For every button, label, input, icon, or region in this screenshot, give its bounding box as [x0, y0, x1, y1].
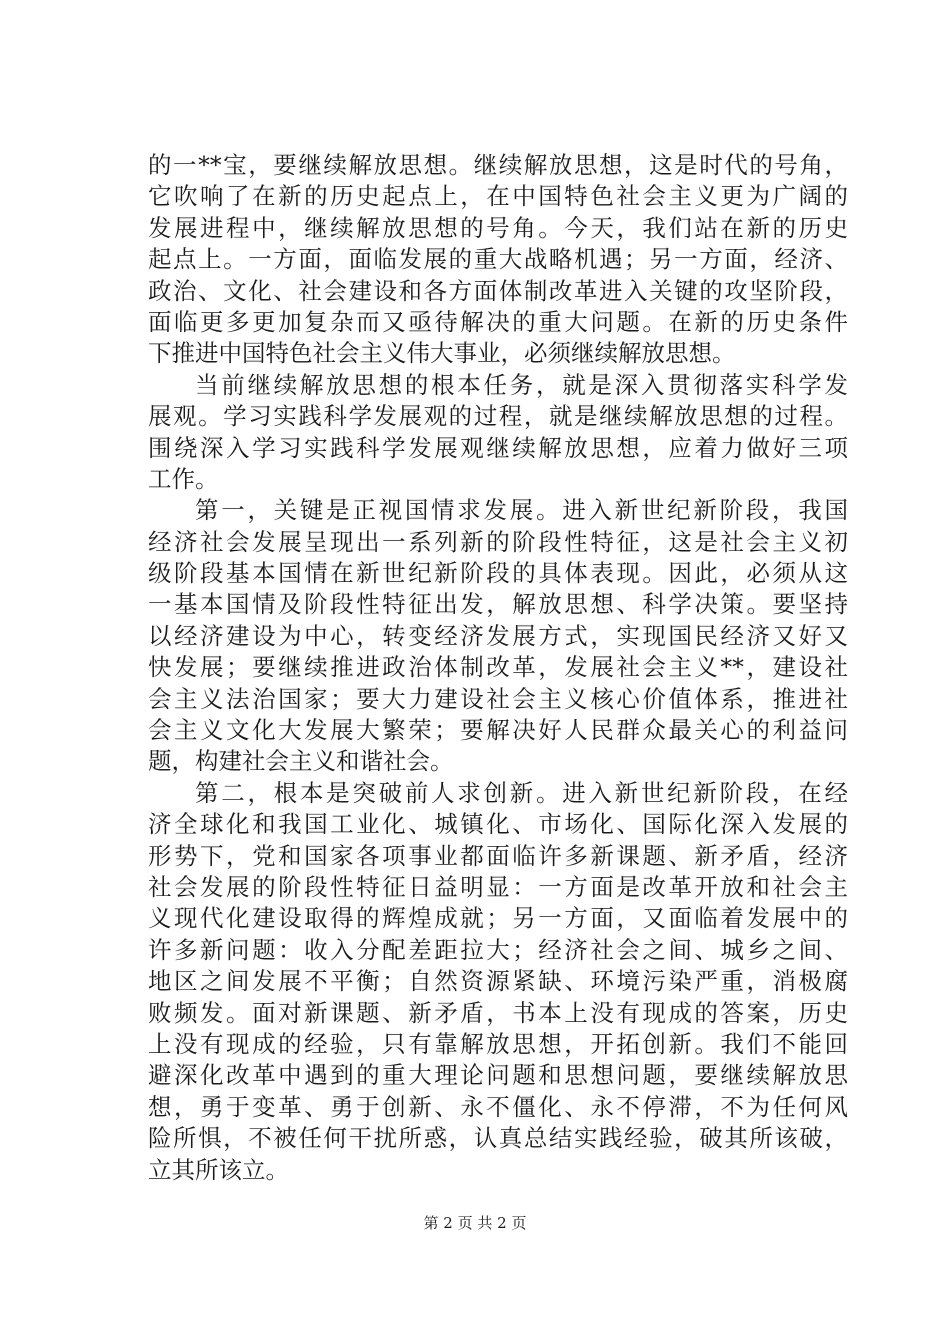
text-line: 围绕深入学习实践科学发展观继续解放思想，应着力做好三项 — [148, 433, 848, 462]
text-line: 会主义法治国家；要大力建设社会主义核心价值体系，推进社 — [148, 684, 848, 713]
text-line: 避深化改革中遇到的重大理论问题和思想问题，要继续解放思 — [148, 1061, 848, 1090]
text-line: 政治、文化、社会建设和各方面体制改革进入关键的攻坚阶段， — [148, 276, 848, 305]
text-line: 快发展；要继续推进政治体制改革，发展社会主义**，建设社 — [148, 653, 848, 682]
document-body — [148, 150, 848, 1186]
text-line: 它吹响了在新的历史起点上，在中国特色社会主义更为广阔的 — [148, 182, 848, 211]
text-line: 第一，关键是正视国情求发展。进入新世纪新阶段，我国 — [195, 496, 848, 525]
text-line: 的一**宝，要继续解放思想。继续解放思想，这是时代的号角， — [148, 151, 848, 179]
text-line: 济全球化和我国工业化、城镇化、市场化、国际化深入发展的 — [148, 810, 848, 839]
text-line: 上没有现成的经验，只有靠解放思想，开拓创新。我们不能回 — [148, 1029, 848, 1058]
text-line: 起点上。一方面，面临发展的重大战略机遇；另一方面，经济、 — [148, 245, 848, 274]
text-line: 题，构建社会主义和谐社会。 — [148, 747, 454, 776]
text-line: 险所惧，不被任何干扰所惑，认真总结实践经验，破其所该破， — [148, 1124, 848, 1153]
text-line: 想，勇于变革、勇于创新、永不僵化、永不停滞，不为任何风 — [148, 1092, 848, 1121]
page-footer: 第 2 页 共 2 页 — [423, 1214, 527, 1232]
text-line: 立其所该立。 — [148, 1155, 289, 1184]
text-line: 经济社会发展呈现出一系列新的阶段性特征，这是社会主义初 — [148, 527, 848, 556]
text-line: 工作。 — [148, 464, 219, 493]
text-line: 一基本国情及阶段性特征出发，解放思想、科学决策。要坚持 — [148, 590, 848, 619]
text-line: 形势下，党和国家各项事业都面临许多新课题、新矛盾，经济 — [148, 841, 848, 870]
text-line: 级阶段基本国情在新世纪新阶段的具体表现。因此，必须从这 — [148, 559, 848, 588]
text-line: 社会发展的阶段性特征日益明显：一方面是改革开放和社会主 — [148, 872, 848, 901]
text-line: 下推进中国特色社会主义伟大事业，必须继续解放思想。 — [148, 339, 736, 368]
text-line: 展观。学习实践科学发展观的过程，就是继续解放思想的过程。 — [148, 402, 848, 431]
text-line: 第二，根本是突破前人求创新。进入新世纪新阶段，在经 — [195, 778, 848, 807]
text-line: 败频发。面对新课题、新矛盾，书本上没有现成的答案，历史 — [148, 998, 848, 1027]
text-line: 义现代化建设取得的辉煌成就；另一方面，又面临着发展中的 — [148, 904, 848, 933]
text-line: 当前继续解放思想的根本任务，就是深入贯彻落实科学发 — [195, 370, 848, 399]
text-line: 以经济建设为中心，转变经济发展方式，实现国民经济又好又 — [148, 621, 848, 650]
text-line: 发展进程中，继续解放思想的号角。今天，我们站在新的历史 — [148, 213, 848, 242]
text-line: 面临更多更加复杂而又亟待解决的重大问题。在新的历史条件 — [148, 307, 848, 336]
text-line: 地区之间发展不平衡；自然资源紧缺、环境污染严重，消极腐 — [148, 967, 848, 996]
text-line: 会主义文化大发展大繁荣；要解决好人民群众最关心的利益问 — [148, 716, 848, 745]
text-line: 许多新问题：收入分配差距拉大；经济社会之间、城乡之间、 — [148, 935, 848, 964]
